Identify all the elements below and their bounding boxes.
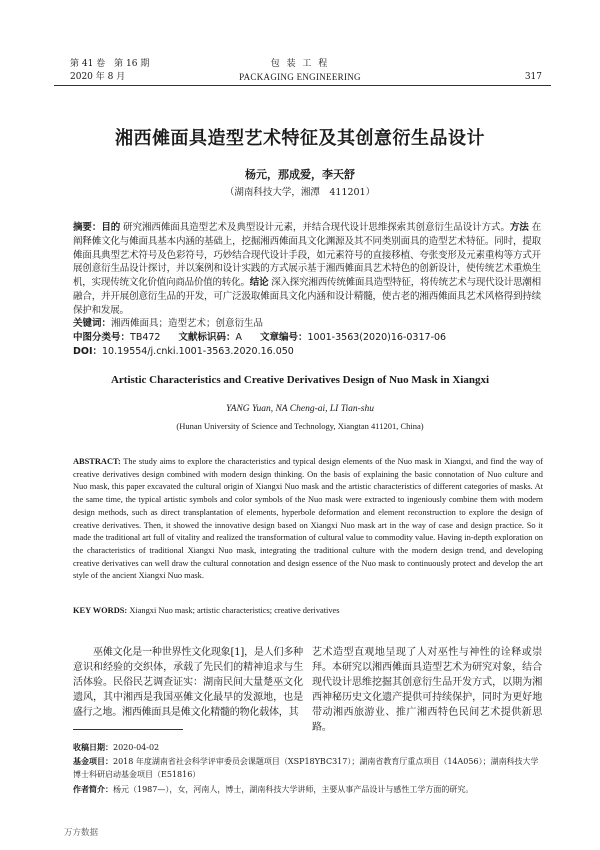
classification-line — [73, 331, 446, 344]
method-text: 在阐释傩文化与傩面具基本内涵的基础上，挖掘湘西傩面具文化渊源及其不同类别面具的造型艺术特征。同时，提取傩面具典型艺术符号及色彩符号，巧妙结合现代设计手段，如元素符号的直接移植、夸张变形及元素重构等方式开展创意衍生品设计探讨，并以案例和设计实践的方式展示基于湘西傩面具艺术特色的创新设计，使传统艺术重焕生机，实现传统文化价值向商品价值的转化。 — [73, 222, 542, 289]
authors-cn: 杨元，那成爱，李天舒 — [245, 168, 355, 181]
page-number: 317 — [524, 72, 542, 82]
affiliation-cn: （湖南科技大学，湘潭 411201） — [224, 187, 376, 198]
clc-value: TB472 — [130, 332, 161, 343]
conclusion-label: 结论 — [249, 277, 269, 289]
fund-text: 2018 年度湖南省社会科学评审委员会课题项目（XSP18YBC317）；湖南省教育厅重点项目（14A056）；湖南科技大学博士科研启动基金项目（E51816） — [73, 757, 539, 779]
journal-title-en: PACKAGING ENGINEERING — [239, 72, 361, 82]
received-label: 收稿日期： — [73, 743, 113, 752]
keywords-cn — [73, 317, 263, 330]
body-column-left: 巫傩文化是一种世界性文化现象[1]，是人们多种意识和经验的交织体，承载了先民们的精神追求与生活体验。民俗民艺调查证实：湖南民间大量楚巫文化遗风，其中湘西是我国巫傩文化最早的发源地，也是盛行之地。湘西傩面具是傩文化精髓的物化载体，其 — [73, 647, 303, 718]
watermark: 万方数据 — [64, 828, 99, 838]
keywords-en — [73, 606, 543, 615]
method-label: 方法 — [509, 222, 529, 233]
paper-title-en: Artistic Characteristics and Creative Derivatives Design of Nuo Mask in Xiangxi — [110, 374, 490, 386]
keywords-text-en: Xiangxi Nuo mask; artistic characteristics; creative derivatives — [127, 606, 340, 615]
author-bio-label: 作者简介： — [73, 785, 113, 794]
footnote-fund — [73, 755, 543, 781]
clc-label: 中图分类号： — [73, 332, 131, 343]
keywords-label-cn: 关键词： — [73, 318, 112, 329]
doi-line — [73, 345, 294, 358]
abstract-label-cn: 摘要： — [73, 222, 102, 233]
author-bio-text: 杨元（1987—），女，河南人，博士，湖南科技大学讲师，主要从事产品设计与感性工学方面的研究。 — [113, 785, 474, 794]
purpose-text: 研究湘西傩面具造型艺术及典型设计元素，并结合现代设计思维探索其创意衍生品设计方式。 — [120, 222, 510, 233]
doi-value[interactable]: 10.19554/j.cnki.1001-3563.2020.16.050 — [102, 346, 294, 357]
article-no-value: 1001-3563(2020)16-0317-06 — [307, 332, 447, 343]
doi-label: DOI： — [73, 346, 102, 357]
body-column-right: 艺术造型直观地呈现了人对巫性与神性的诠释或崇拜。本研究以湘西傩面具造型艺术为研究对象，结合现代设计思维挖掘其创意衍生品开发方式，以期为湘西神秘历史文化遗产提供可持续保护，同时为更好地带动湘西旅游业、推广湘西特色民间艺术提供新思路。 — [312, 647, 542, 733]
keywords-text-cn: 湘西傩面具；造型艺术；创意衍生品 — [111, 318, 264, 329]
doc-code-value: A — [235, 332, 242, 343]
purpose-label: 目的 — [101, 222, 121, 233]
footnote-author — [73, 783, 543, 796]
authors-en: YANG Yuan, NA Cheng-ai, LI Tian-shu — [226, 404, 374, 414]
volume-issue: 第 41 卷 第 16 期 — [70, 59, 150, 69]
abstract-en — [73, 456, 543, 583]
fund-label: 基金项目： — [73, 757, 113, 766]
paper-title-cn: 湘西傩面具造型艺术特征及其创意衍生品设计 — [115, 128, 485, 149]
received-date: 2020-04-02 — [113, 743, 160, 752]
abstract-cn — [73, 221, 541, 318]
affiliation-en: (Hunan University of Science and Technology, Xiangtan 411201, China) — [176, 421, 424, 431]
issue-date: 2020 年 8 月 — [70, 72, 126, 82]
abstract-text-en: The study aims to explore the characteristics and typical design elements of the Nuo mask in Xiangxi, and find the way of creative derivatives design combined with modern design thinking. On the basis of explaining the basic connotation of Nuo culture and Nuo mask, this paper excavated the cultural origin of Xiangxi Nuo mask and the artistic characteristics of different categories of masks. At the same time, the typical artistic symbols and color symbols of the Nuo mask were extracted to ingeniously combine them with modern design methods, such as direct transplantation of elements, hyperbole deformation and element reconstruction to explore the design of creative derivatives. Then, it showed the innovative design based on Xiangxi Nuo mask art in the way of case and design practice. So it made the traditional art full of vitality and realized the transformation of cultural value to commodity value. Having in-depth exploration on the characteristics of traditional Xiangxi Nuo mask, integrating the traditional culture with the modern design trend, and developing creative derivatives can well draw the cultural connotation and design essence of the Nuo mask to continuously protect and develop the art style of the ancient Xiangxi Nuo mask. — [73, 457, 543, 581]
header-rule — [54, 85, 551, 86]
conclusion-text: 深入探究湘西传统傩面具造型特征，将传统艺术与现代设计思潮相融合，并开展创意衍生品的开发，可广泛汲取傩面具文化内涵和设计精髓，使古老的湘西傩面具艺术风格得到持续保护和发展。 — [73, 277, 541, 316]
doc-code-label: 文献标识码： — [178, 332, 236, 343]
journal-title-cn: 包 装 工 程 — [270, 59, 330, 69]
footnote-rule — [73, 729, 183, 730]
footnote-received — [73, 741, 543, 754]
abstract-label-en: ABSTRACT: — [73, 457, 121, 466]
article-no-label: 文章编号： — [259, 332, 308, 343]
keywords-label-en: KEY WORDS: — [73, 606, 128, 615]
